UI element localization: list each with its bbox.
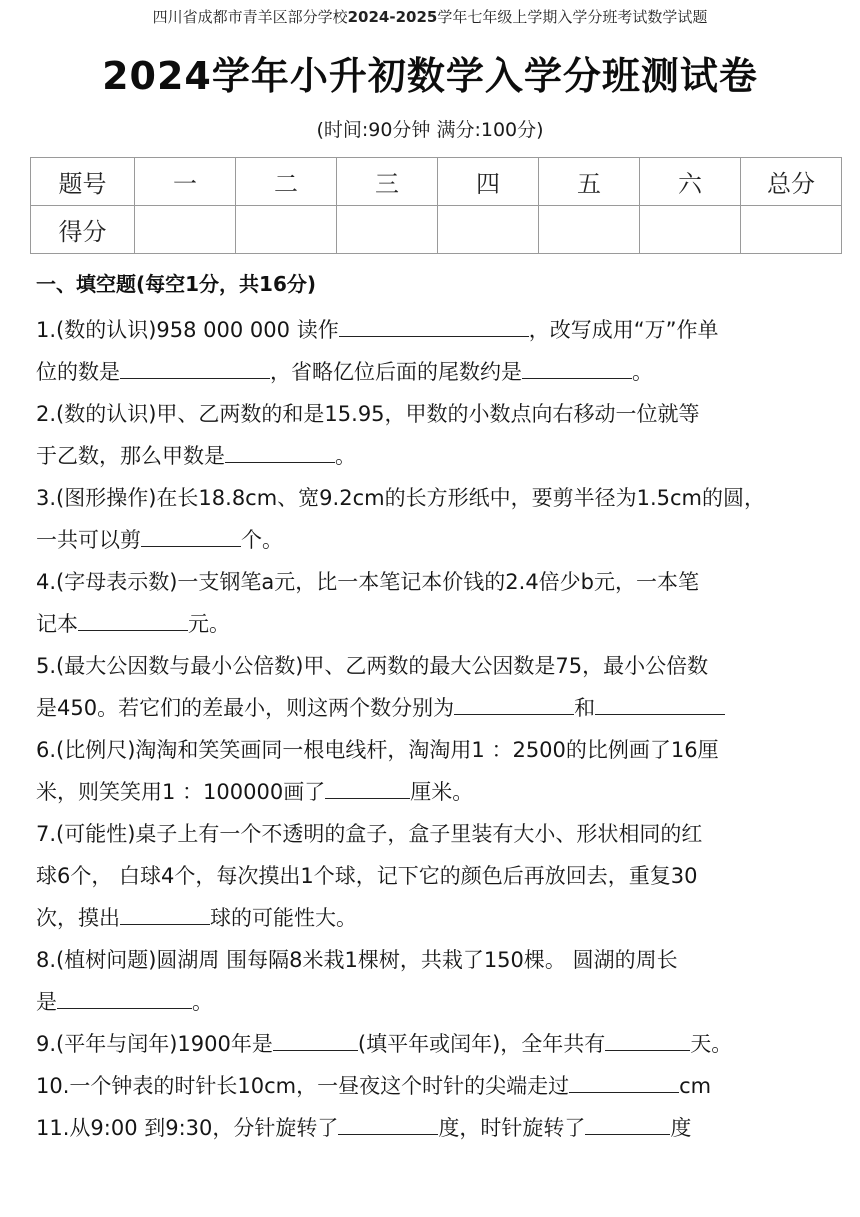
q9-text-c: 天。 bbox=[690, 1032, 733, 1056]
question-10 bbox=[36, 1065, 836, 1107]
q5-text-a: 5.(最大公因数与最小公倍数)甲、乙两数的最大公因数是75，最小公倍数 bbox=[36, 654, 709, 678]
q5-text-c: 和 bbox=[574, 696, 596, 720]
q4-text-b: 记本 bbox=[36, 612, 78, 636]
score-cell-question-number-label: 题号 bbox=[31, 158, 135, 206]
q11-text-a: 11.从9:00 到9:30，分针旋转了 bbox=[36, 1116, 339, 1140]
q2-text-c: 。 bbox=[335, 444, 356, 468]
document-source-header bbox=[0, 6, 860, 27]
exam-time-and-score: (时间:90分钟 满分:100分) bbox=[316, 119, 544, 141]
answer-blank[interactable] bbox=[120, 354, 270, 379]
question-9 bbox=[36, 1023, 836, 1065]
score-cell-empty[interactable] bbox=[741, 206, 842, 254]
score-table-score-row bbox=[31, 206, 842, 254]
q2-text-b: 于乙数，那么甲数是 bbox=[36, 444, 225, 468]
question-6 bbox=[36, 729, 836, 813]
q3-text-a: 3.(图形操作)在长18.8cm、宽9.2cm的长方形纸中，要剪半径为1.5cm的圆， bbox=[36, 486, 765, 510]
q1-text-d: ，省略亿位后面的尾数约是 bbox=[270, 360, 522, 384]
q1-text-c: 位的数是 bbox=[36, 360, 120, 384]
question-1 bbox=[36, 309, 836, 393]
q10-text-b: cm bbox=[679, 1074, 712, 1098]
answer-blank[interactable] bbox=[595, 690, 725, 715]
answer-blank[interactable] bbox=[141, 522, 241, 547]
score-cell-header-5: 五 bbox=[539, 158, 640, 206]
q6-text-a: 6.(比例尺)淘淘和笑笑画同一根电线杆，淘淘用1 ：2500的比例画了16厘 bbox=[36, 738, 719, 762]
score-cell-empty[interactable] bbox=[438, 206, 539, 254]
score-cell-empty[interactable] bbox=[539, 206, 640, 254]
q1-text-e: 。 bbox=[632, 360, 653, 384]
q11-text-b: 度，时针旋转了 bbox=[438, 1116, 586, 1140]
score-cell-empty[interactable] bbox=[135, 206, 236, 254]
question-8 bbox=[36, 939, 836, 1023]
q7-text-d: 球的可能性大。 bbox=[210, 906, 357, 930]
q1-text-a: 1.(数的认识)958 000 000 读作 bbox=[36, 318, 339, 342]
score-cell-score-label: 得分 bbox=[31, 206, 135, 254]
question-7 bbox=[36, 813, 836, 939]
score-cell-header-6: 六 bbox=[640, 158, 741, 206]
answer-blank[interactable] bbox=[339, 312, 529, 337]
answer-blank[interactable] bbox=[325, 774, 410, 799]
answer-blank[interactable] bbox=[605, 1026, 690, 1051]
q10-text-a: 10.一个钟表的时针长10cm，一昼夜这个时针的尖端走过 bbox=[36, 1074, 570, 1098]
score-cell-empty[interactable] bbox=[337, 206, 438, 254]
score-cell-header-2: 二 bbox=[236, 158, 337, 206]
question-5 bbox=[36, 645, 836, 729]
source-year: 2024-2025 bbox=[347, 8, 438, 26]
q4-text-c: 元。 bbox=[188, 612, 230, 636]
answer-blank[interactable] bbox=[225, 438, 335, 463]
exam-title: 2024学年小升初数学入学分班测试卷 bbox=[102, 54, 758, 98]
question-2 bbox=[36, 393, 836, 477]
q11-text-c: 度 bbox=[670, 1116, 692, 1140]
q1-text-b: ，改写成用“万”作单 bbox=[528, 318, 719, 342]
section-heading-fill-in: 一、填空题(每空1分，共16分) bbox=[36, 272, 317, 296]
q6-text-c: 厘米。 bbox=[410, 780, 474, 804]
question-4 bbox=[36, 561, 836, 645]
q9-text-b: (填平年或闰年)，全年共有 bbox=[357, 1032, 606, 1056]
answer-blank[interactable] bbox=[78, 606, 188, 631]
score-cell-empty[interactable] bbox=[236, 206, 337, 254]
answer-blank[interactable] bbox=[454, 690, 574, 715]
answer-blank[interactable] bbox=[273, 1026, 358, 1051]
q8-text-a: 8.(植树问题)圆湖周 围每隔8米栽1棵树，共栽了150棵。 圆湖的周长 bbox=[36, 948, 678, 972]
score-cell-header-1: 一 bbox=[135, 158, 236, 206]
question-11 bbox=[36, 1107, 836, 1149]
q3-text-b: 一共可以剪 bbox=[36, 528, 141, 552]
score-table bbox=[30, 157, 842, 254]
score-cell-header-3: 三 bbox=[337, 158, 438, 206]
q7-text-a: 7.(可能性)桌子上有一个不透明的盒子，盒子里装有大小、形状相同的红 bbox=[36, 822, 703, 846]
q4-text-a: 4.(字母表示数)一支钢笔a元，比一本笔记本价钱的2.4倍少b元，一本笔 bbox=[36, 570, 700, 594]
q7-text-c: 次，摸出 bbox=[36, 906, 120, 930]
q6-text-b: 米，则笑笑用1 ：100000画了 bbox=[36, 780, 326, 804]
answer-blank[interactable] bbox=[338, 1110, 438, 1135]
score-table-header-row bbox=[31, 158, 842, 206]
answer-blank[interactable] bbox=[57, 984, 192, 1009]
score-cell-header-4: 四 bbox=[438, 158, 539, 206]
q5-text-b: 是450。若它们的差最小，则这两个数分别为 bbox=[36, 696, 455, 720]
source-suffix: 学年七年级上学期入学分班考试数学试题 bbox=[437, 8, 708, 26]
answer-blank[interactable] bbox=[120, 900, 210, 925]
q8-text-b: 是 bbox=[36, 990, 57, 1014]
q2-text-a: 2.(数的认识)甲、乙两数的和是15.95，甲数的小数点向右移动一位就等 bbox=[36, 402, 700, 426]
question-3 bbox=[36, 477, 836, 561]
score-cell-header-total: 总分 bbox=[741, 158, 842, 206]
q8-text-c: 。 bbox=[192, 990, 213, 1014]
source-prefix: 四川省成都市青羊区部分学校 bbox=[152, 8, 348, 26]
answer-blank[interactable] bbox=[585, 1110, 670, 1135]
q7-text-b: 球6个， 白球4个，每次摸出1个球，记下它的颜色后再放回去，重复30 bbox=[36, 864, 698, 888]
q3-text-c: 个。 bbox=[241, 528, 283, 552]
q9-text-a: 9.(平年与闰年)1900年是 bbox=[36, 1032, 273, 1056]
answer-blank[interactable] bbox=[569, 1068, 679, 1093]
score-cell-empty[interactable] bbox=[640, 206, 741, 254]
answer-blank[interactable] bbox=[522, 354, 632, 379]
